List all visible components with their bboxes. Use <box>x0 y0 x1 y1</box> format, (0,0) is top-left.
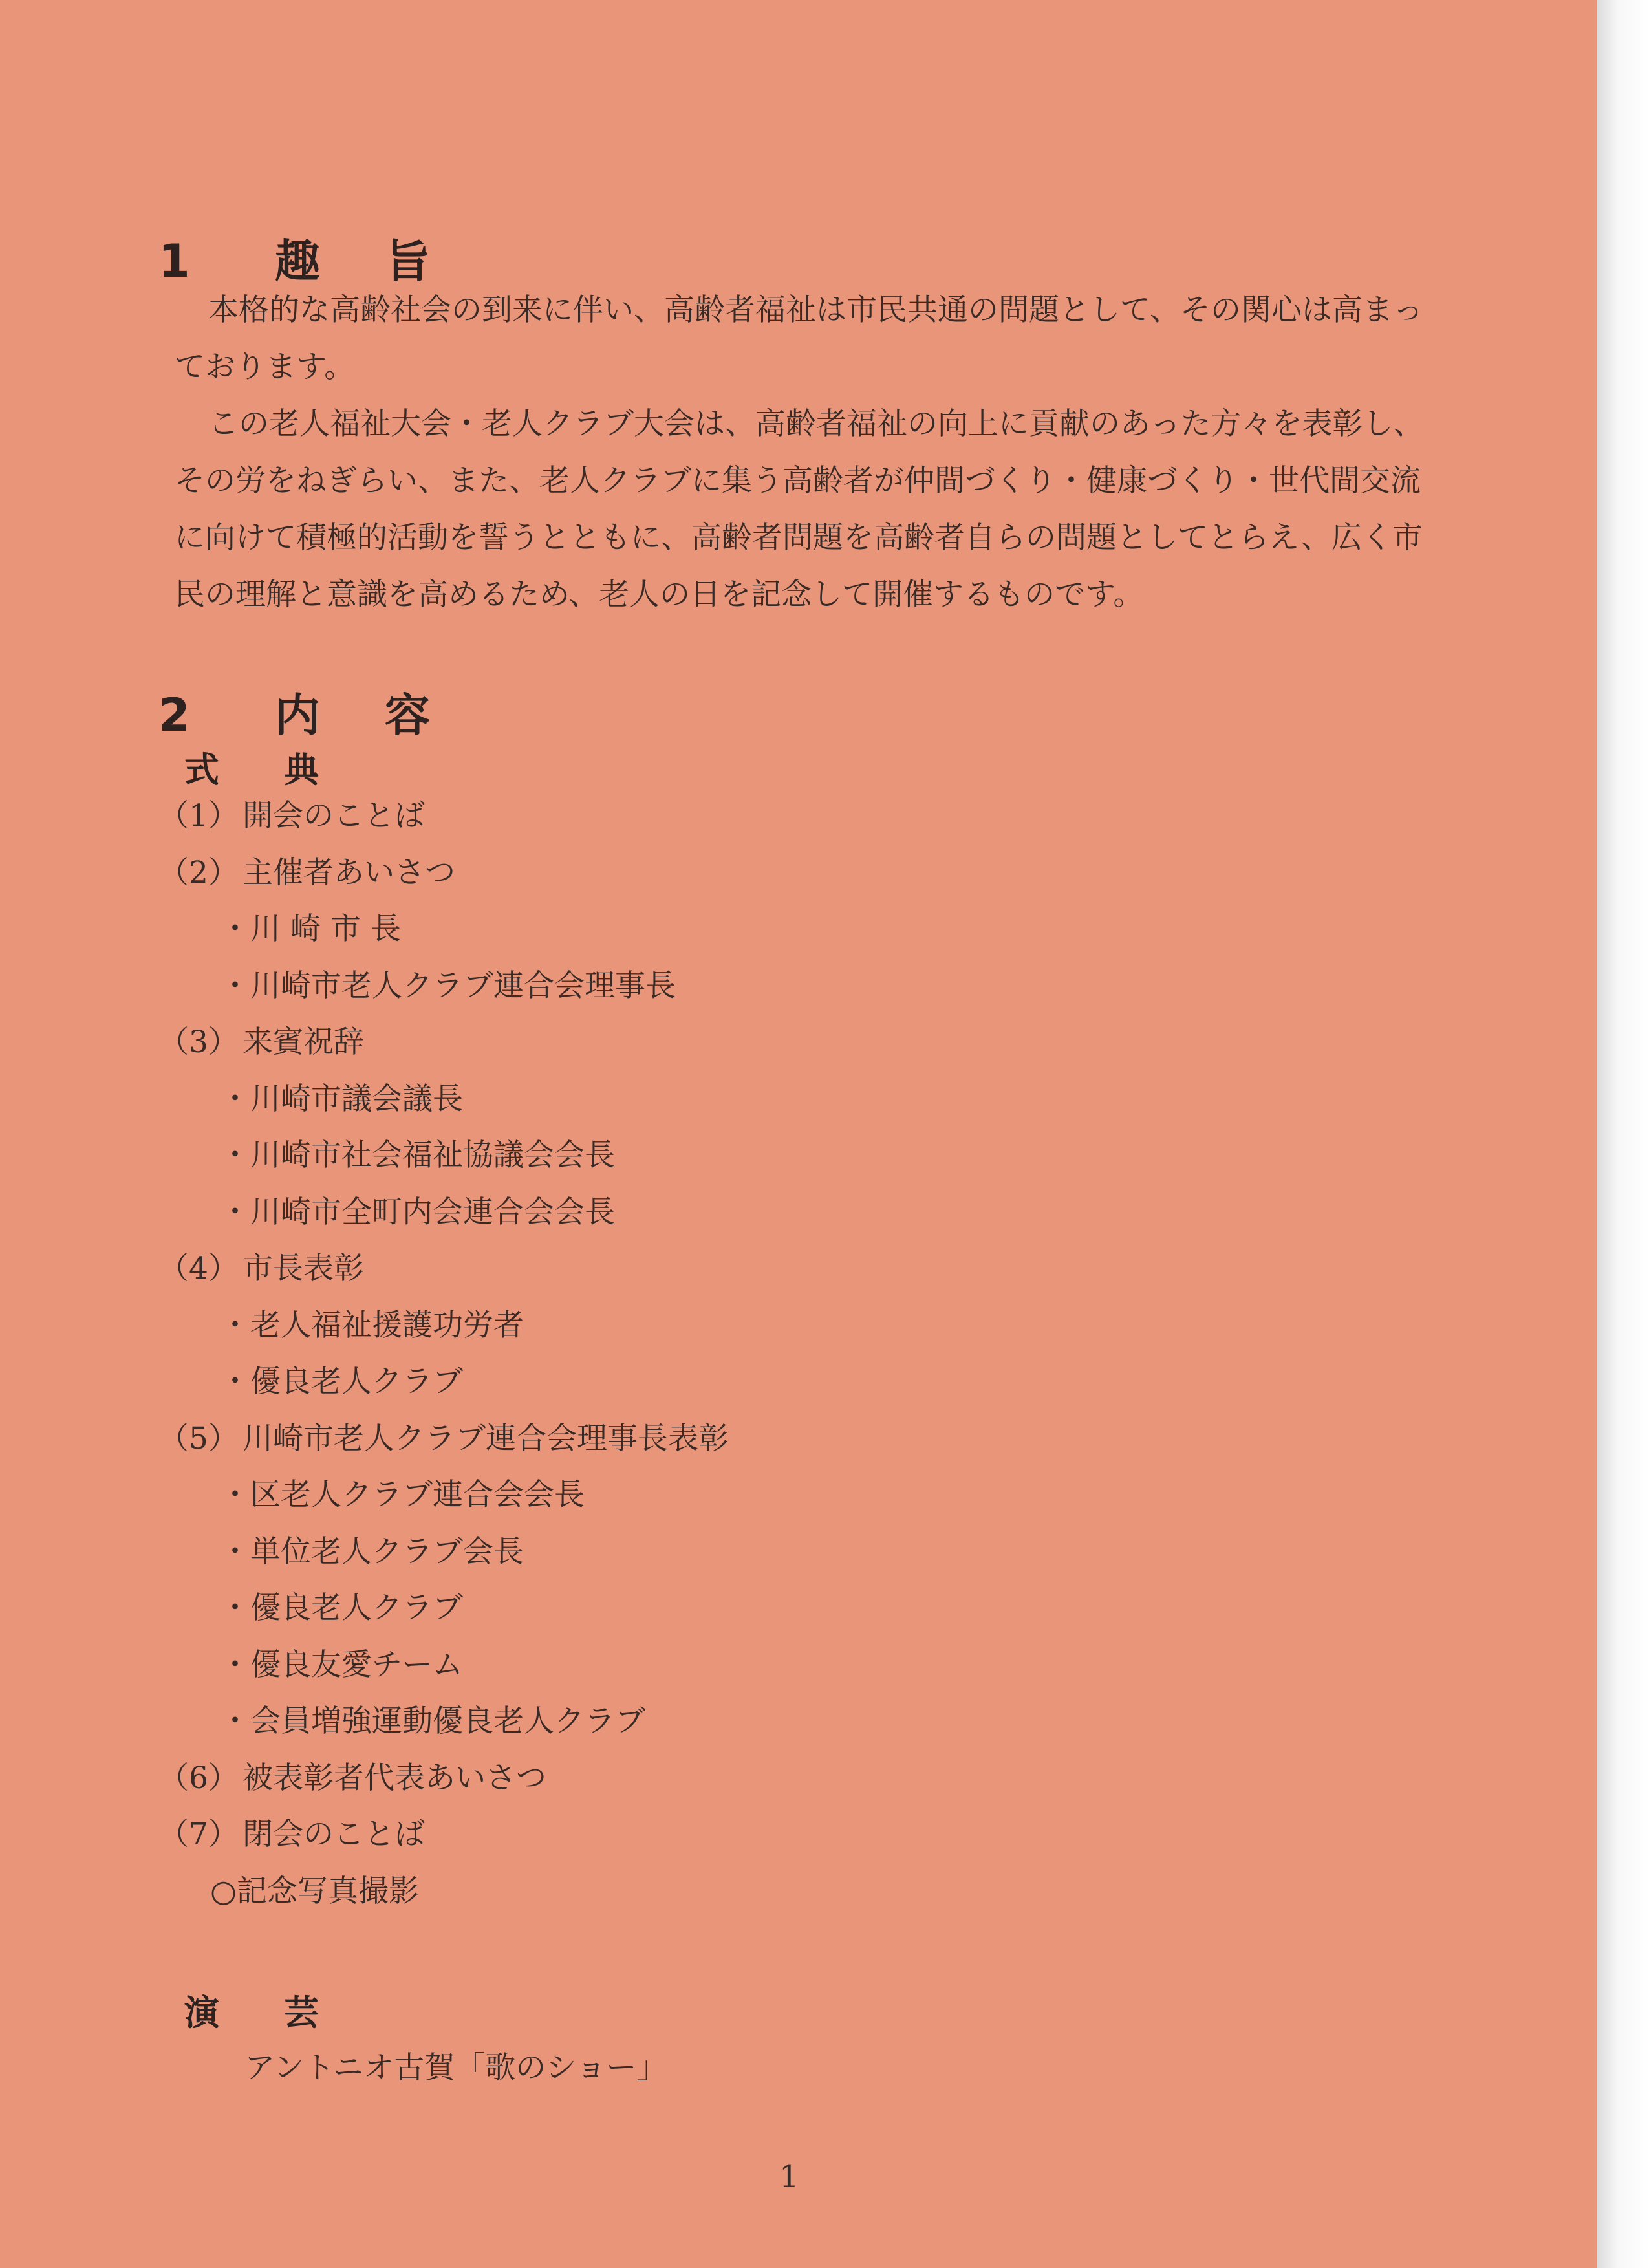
program-subitem: ・区老人クラブ連合会会長 <box>220 1477 585 1513</box>
program-subitem: ・老人福祉援護功労者 <box>220 1307 524 1343</box>
program-subitem: ・優良友愛チーム <box>220 1647 463 1683</box>
section-1-title: 趣旨 <box>275 235 495 288</box>
program-item <box>158 1014 729 1071</box>
program-subitem: ・単位老人クラブ会長 <box>220 1533 524 1570</box>
program-item-number: （5） <box>158 1420 239 1456</box>
section-1-number: 1 <box>158 235 193 288</box>
program-item-text: 閉会のことば <box>242 1817 425 1852</box>
program-item <box>158 845 729 902</box>
program-item <box>158 1806 729 1863</box>
ceremony-heading: 式典 <box>184 750 383 790</box>
program-item-text: 川崎市老人クラブ連合会理事長表彰 <box>242 1420 729 1456</box>
program-item-number: （2） <box>158 854 239 891</box>
program-item <box>158 788 729 845</box>
ceremony-program-list <box>158 788 729 1919</box>
program-item-number: （3） <box>158 1024 239 1060</box>
section-2-heading <box>158 679 495 744</box>
page-number: 1 <box>779 2159 799 2195</box>
program-subitem: ・優良老人クラブ <box>220 1364 463 1399</box>
program-item <box>158 1240 729 1297</box>
program-item-number: （1） <box>158 798 239 834</box>
program-subitem: ・川崎市社会福祉協議会会長 <box>220 1138 615 1173</box>
program-item <box>158 1410 729 1467</box>
photo-session-item: ○記念写真撮影 <box>210 1873 420 1909</box>
program-item-number: （7） <box>158 1817 239 1852</box>
program-item-number: （6） <box>158 1760 239 1796</box>
program-item <box>158 1750 729 1807</box>
performance-heading: 演芸 <box>184 1993 383 2033</box>
program-item-text: 市長表彰 <box>242 1251 364 1286</box>
program-subitem: ・川崎市老人クラブ連合会理事長 <box>220 967 676 1004</box>
program-subitem: ・優良老人クラブ <box>220 1590 463 1626</box>
section-2-number: 2 <box>158 689 193 742</box>
program-item-number: （4） <box>158 1251 239 1286</box>
program-subitem: ・川 崎 市 長 <box>220 911 401 947</box>
program-subitem: ・川崎市全町内会連合会会長 <box>220 1194 615 1230</box>
program-item-text: 開会のことば <box>242 798 425 834</box>
scan-page-edge <box>1597 0 1649 2268</box>
purpose-paragraph-1: 本格的な高齢社会の到来に伴い、高齢者福祉は市民共通の問題として、その関心は高まっております。 <box>175 292 1424 385</box>
program-subitem: ・川崎市議会議長 <box>220 1081 463 1117</box>
program-subitem: ・会員増強運動優良老人クラブ <box>220 1703 645 1739</box>
purpose-paragraph-2: この老人福祉大会・老人クラブ大会は、高齢者福祉の向上に貢献のあった方々を表彰し、その労をねぎらい、また、老人クラブに集う高齢者が仲間づくり・健康づくり・世代間交流に向けて積極的活動を誓うとともに、高齢者問題を高齢者自らの問題としてとらえ、広く市民の理解と意識を高めるため、老人の日を記念して開催するものです。 <box>175 406 1424 612</box>
program-item-text: 来賓祝辞 <box>242 1024 364 1060</box>
section-1-heading <box>158 225 495 290</box>
program-item-text: 主催者あいさつ <box>242 854 455 891</box>
section-2-title: 内容 <box>275 689 495 742</box>
performance-text: アントニオ古賀「歌のショー」 <box>244 2050 667 2086</box>
program-item-text: 被表彰者代表あいさつ <box>242 1760 546 1796</box>
